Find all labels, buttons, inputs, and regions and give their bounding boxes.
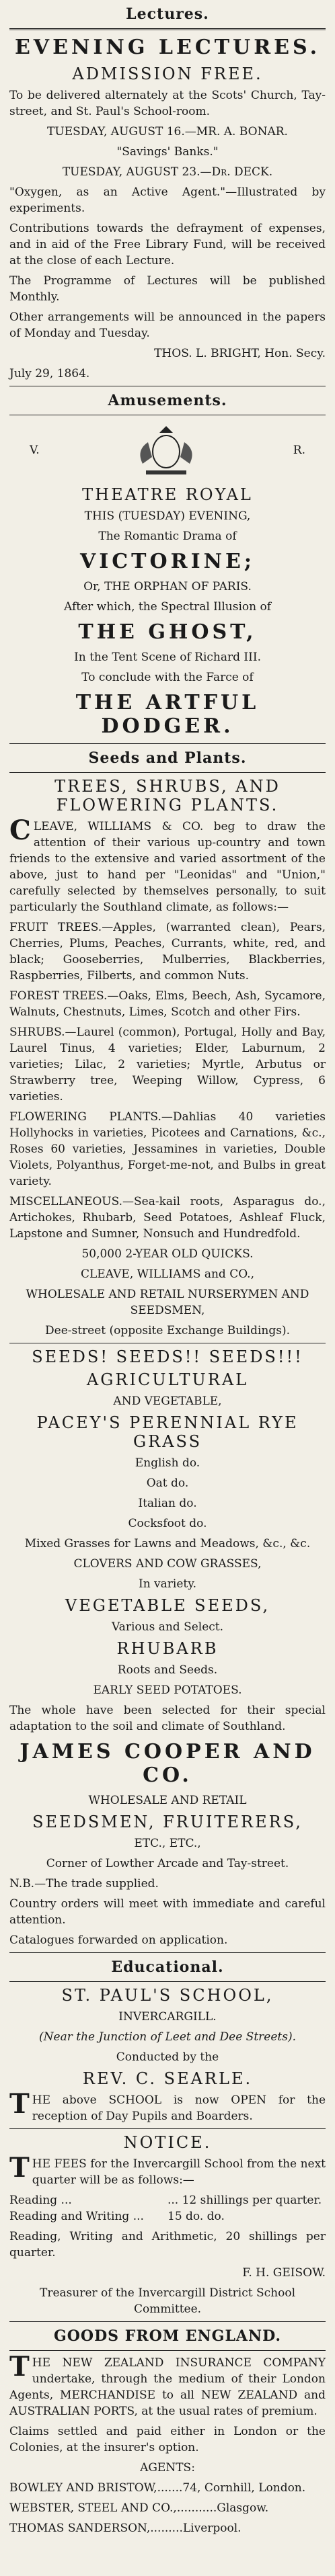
agricultural: AGRICULTURAL: [86, 1370, 249, 1389]
jc-country: Country orders will meet with immediate and careful attention.: [9, 1897, 326, 1927]
shrubs: SHRUBS.—Laurel (common), Portugal, Holly and Bay, Laurel Tinus, 4 varieties; Elder, Laburnum, 2 varieties; Lilac, 2 varieties; Myrtle, Arbutus or Strawberry tree, Weeping Willow, Cypress, 6 varieties.: [9, 1026, 326, 1104]
tent-scene: In the Tent Scene of Richard III.: [74, 651, 261, 664]
whole-selected: The whole have been selected for their special adaptation to the soil and climate of Southland.: [9, 1704, 326, 1733]
conducted-by: Conducted by the: [116, 2050, 219, 2064]
jc-etc: ETC., ETC.,: [134, 1837, 201, 1850]
james-cooper-name: JAMES COOPER AND CO.: [20, 1740, 315, 1787]
school-name: ST. PAUL'S SCHOOL,: [61, 1986, 274, 2005]
italian-do: Italian do.: [138, 1497, 197, 1510]
divider: [9, 2350, 326, 2351]
seeds-header: Seeds and Plants.: [88, 749, 247, 767]
english-do: English do.: [135, 1456, 200, 1470]
roots-seeds: Roots and Seeds.: [117, 1663, 218, 1677]
fee-amount: ... 12 shillings per quarter.: [168, 2194, 322, 2207]
cleave-intro: CLEAVE, WILLIAMS & CO. beg to draw the attention of their various up-country and town friends to the extensive and varied assortment of the above, just to hand per "Leonidas" and "Union," carefully selected by themselves personally, to suit particularly the Southland climate, as follows:—: [9, 815, 326, 914]
forest-trees: FOREST TREES.—Oaks, Elms, Beech, Ash, Sycamore, Walnuts, Chestnuts, Limes, Scotch and other Firs.: [9, 989, 326, 1019]
divider: [9, 2321, 326, 2322]
divider: [9, 772, 326, 773]
fruit-trees: FRUIT TREES.—Apples, (warranted clean), Pears, Cherries, Plums, Peaches, Currants, white, red, and black; Gooseberries, Mulberries, Blackberries, Raspberries, Filberts, and common Nuts.: [9, 921, 326, 983]
quicks: 50,000 2-YEAR OLD QUICKS.: [81, 1247, 254, 1261]
agent-1: BOWLEY AND BRISTOW,.......74, Cornhill, London.: [9, 2481, 306, 2495]
clovers: CLOVERS AND COW GRASSES,: [73, 1557, 262, 1571]
educational-header: Educational.: [111, 1958, 224, 1976]
fees-intro: THE FEES for the Invercargill School from the next quarter will be as follows:—: [9, 2152, 326, 2187]
various-select: Various and Select.: [111, 1620, 224, 1634]
lectures-subtitle: ADMISSION FREE.: [72, 65, 263, 83]
lectures-venue: To be delivered alternately at the Scots' Church, Tay-street, and St. Paul's School-room.: [9, 89, 326, 118]
play-subtitle: Or, THE ORPHAN OF PARIS.: [83, 580, 252, 593]
notice-title: NOTICE.: [123, 2133, 212, 2152]
lecture-aug16-topic: "Savings' Banks.": [116, 145, 219, 159]
rhubarb: RHUBARB: [116, 1639, 219, 1658]
lectures-title: EVENING LECTURES.: [14, 36, 321, 59]
jc-nb: N.B.—The trade supplied.: [9, 1877, 159, 1891]
lecture-aug16: TUESDAY, AUGUST 16.—MR. A. BONAR.: [47, 125, 288, 138]
agents-title: AGENTS:: [140, 2461, 195, 2475]
crest-v: V.: [30, 444, 40, 457]
jc-seedsmen: SEEDSMEN, FRUITERERS,: [32, 1813, 303, 1831]
agent-3: THOMAS SANDERSON,.........Liverpool.: [9, 2522, 241, 2535]
early-potatoes: EARLY SEED POTATOES.: [93, 1684, 242, 1697]
fee-arithmetic: Reading, Writing and Arithmetic, 20 shillings per quarter.: [9, 2230, 326, 2259]
programme-text: The Programme of Lectures will be published Monthly.: [9, 274, 326, 304]
royal-crest-row: [9, 419, 326, 481]
lectures-date: July 29, 1864.: [9, 367, 90, 380]
pacey-rye: PACEY'S PERENNIAL RYE GRASS: [36, 1413, 299, 1451]
royal-coat-of-arms-icon: [129, 423, 203, 477]
divider: [9, 28, 326, 30]
other-arrangements: Other arrangements will be announced in the papers of Monday and Tuesday.: [9, 310, 326, 340]
in-variety: In variety.: [138, 1577, 196, 1591]
lecture-aug23-topic: "Oxygen, as an Active Agent."—Illustrated by experiments.: [9, 185, 326, 215]
contributions-text: Contributions towards the defrayment of expenses, and in aid of the Free Library Fund, will be received at the close of each Lecture.: [9, 222, 326, 267]
seeds-title: SEEDS! SEEDS!! SEEDS!!!: [32, 1347, 303, 1366]
mixed-grasses: Mixed Grasses for Lawns and Meadows, &c., &c.: [24, 1537, 311, 1550]
fee-label: Reading ...: [9, 2194, 72, 2207]
cocksfoot-do: Cocksfoot do.: [128, 1517, 207, 1530]
divider: [9, 1952, 326, 1953]
divider: [9, 743, 326, 744]
divider: [9, 2128, 326, 2129]
school-town: INVERCARGILL.: [118, 2010, 217, 2024]
vegetable: AND VEGETABLE,: [113, 1395, 222, 1408]
play-title: VICTORINE;: [80, 550, 255, 573]
fee-reading-writing: [9, 2208, 326, 2225]
dodger-title: THE ARTFUL DODGER.: [75, 691, 260, 738]
after-line: After which, the Spectral Illusion of: [63, 600, 271, 614]
agent-2: WEBSTER, STEEL AND CO.,...........Glasgow.: [9, 2501, 269, 2515]
oat-do: Oat do.: [146, 1477, 189, 1490]
ghost-title: THE GHOST,: [78, 620, 257, 644]
cleave-trade: WHOLESALE AND RETAIL NURSERYMEN AND SEEDSMEN,: [26, 1288, 309, 1317]
divider: [9, 1981, 326, 1982]
school-junction: (Near the Junction of Leet and Dee Streets).: [39, 2030, 296, 2044]
drama-intro: The Romantic Drama of: [98, 530, 237, 543]
fee-reading: [9, 2192, 326, 2208]
goods-header: GOODS FROM ENGLAND.: [53, 2327, 282, 2345]
miscellaneous: MISCELLANEOUS.—Sea-kail roots, Asparagus do., Artichokes, Rhubarb, Seed Potatoes, Ashleaf Fluck, Lapstone and Sumner, Nonsuch and Hundredfold.: [9, 1195, 326, 1241]
lectures-signature: THOS. L. BRIGHT, Hon. Secy.: [154, 347, 326, 360]
theatre-name: THEATRE ROYAL: [82, 485, 253, 504]
rev-searle: REV. C. SEARLE.: [82, 2069, 253, 2088]
school-open: THE above SCHOOL is now OPEN for the reception of Day Pupils and Boarders.: [9, 2088, 326, 2123]
flowering-plants: FLOWERING PLANTS.—Dahlias 40 varieties Hollyhocks in varieties, Picotees and Carnations, &c., Roses 60 varieties, Jessamines in varieties, Double Violets, Polyanthus, Forget-me-not, and Bulbs in great variety.: [9, 1110, 326, 1188]
vegetable-seeds: VEGETABLE SEEDS,: [65, 1596, 270, 1615]
lectures-header: Lectures.: [126, 5, 209, 23]
jc-catalogues: Catalogues forwarded on application.: [9, 1934, 228, 1947]
jc-address: Corner of Lowther Arcade and Tay-street.: [46, 1857, 289, 1870]
lecture-aug23: TUESDAY, AUGUST 23.—Dr. DECK.: [62, 165, 273, 179]
nz-insurance: THE NEW ZEALAND INSURANCE COMPANY undertake, through the medium of their London Agents, MERCHANDISE to all NEW ZEALAND and AUSTRALIAN PORTS, at the usual rates of premium.: [9, 2351, 326, 2418]
cleave-name: CLEAVE, WILLIAMS and CO.,: [81, 1268, 254, 1281]
conclude-line: To conclude with the Farce of: [81, 671, 254, 684]
fee-label: Reading and Writing ...: [9, 2210, 144, 2223]
evening-line: THIS (TUESDAY) EVENING,: [84, 509, 251, 523]
fee-amount: 15 do. do.: [168, 2210, 225, 2223]
geisow-signature: F. H. GEISOW.: [242, 2266, 326, 2280]
cleave-address: Dee-street (opposite Exchange Buildings).: [45, 1324, 290, 1337]
trees-title: TREES, SHRUBS, AND FLOWERING PLANTS.: [54, 777, 281, 815]
amusements-header: Amusements.: [108, 392, 227, 409]
claims: Claims settled and paid either in London or the Colonies, at the insurer's option.: [9, 2425, 326, 2454]
treasurer: Treasurer of the Invercargill District School Committee.: [39, 2286, 296, 2316]
crest-r: R.: [293, 444, 305, 457]
jc-trade: WHOLESALE AND RETAIL: [88, 1794, 247, 1807]
